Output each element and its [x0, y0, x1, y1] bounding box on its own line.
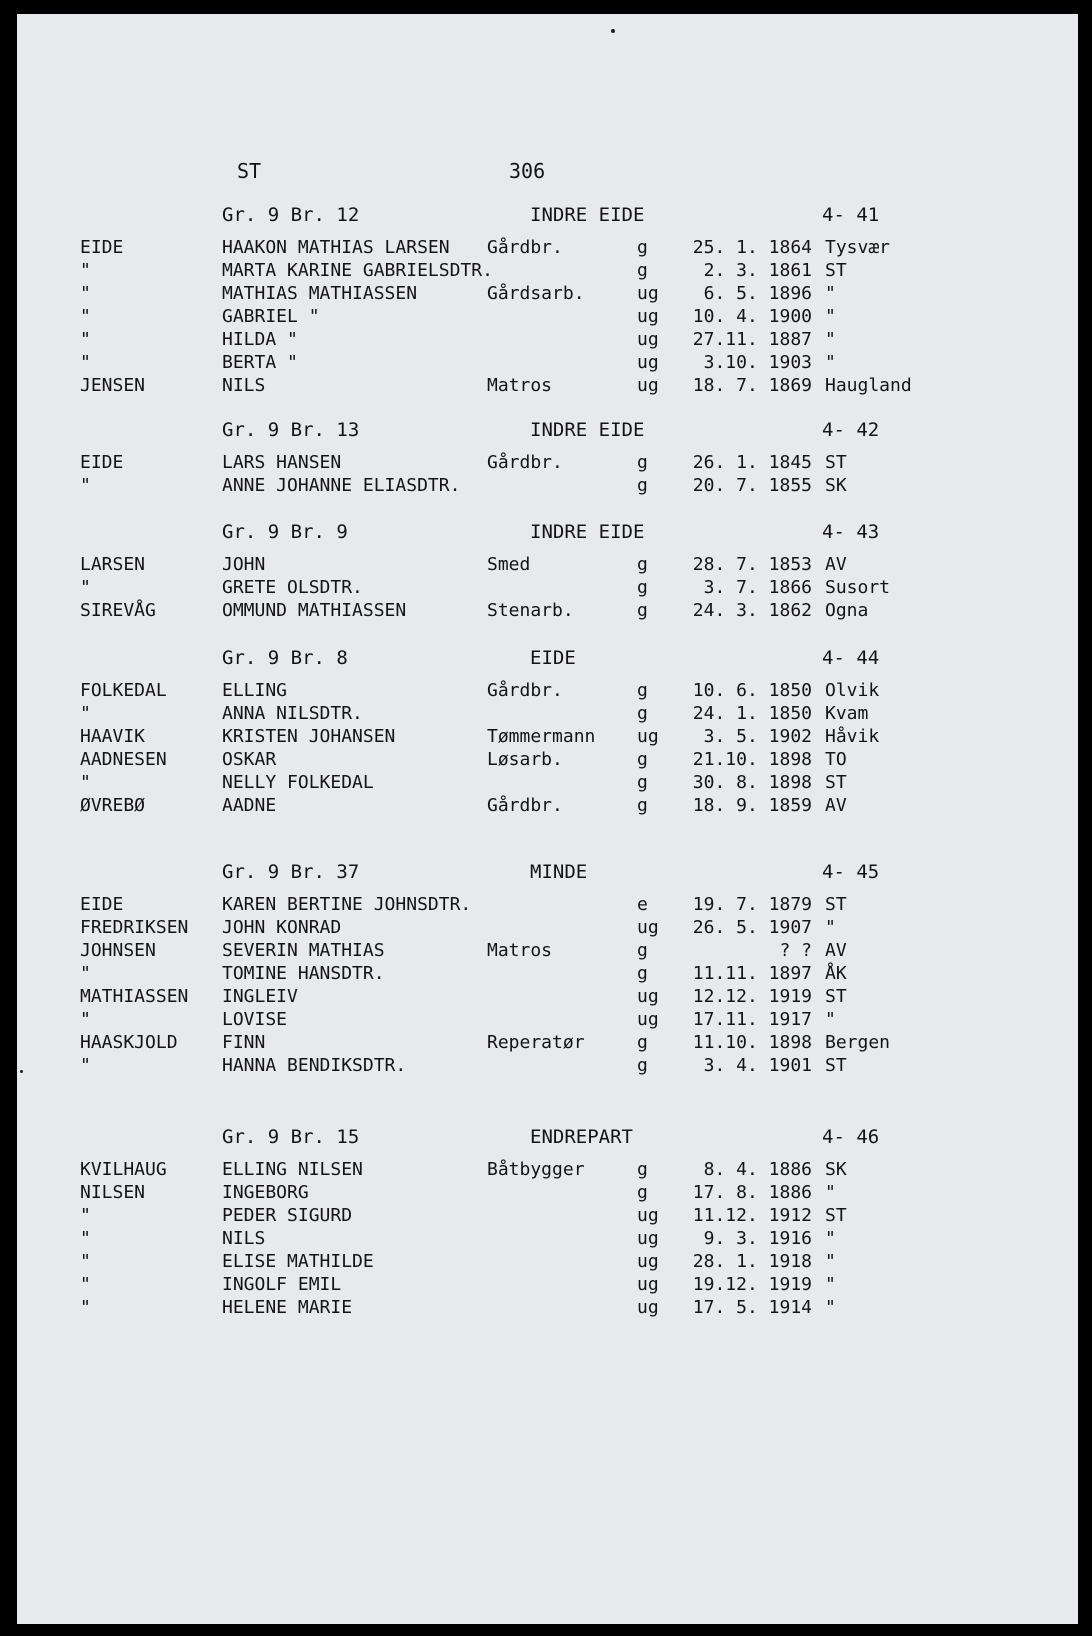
given-name-cell: ANNA NILSDTR.: [222, 703, 363, 724]
person-row: [17, 1250, 1078, 1273]
birthplace-cell: Ogna: [825, 600, 869, 621]
given-name-cell: LOVISE: [222, 1009, 288, 1030]
section-code: 4- 43: [822, 521, 880, 543]
section-code: 4- 42: [822, 419, 880, 441]
surname-cell: ": [80, 283, 91, 304]
birth-date-cell: 17. 8. 1886: [692, 1182, 812, 1203]
section-header: [17, 419, 1078, 443]
birth-date-cell: 18. 7. 1869: [692, 375, 812, 396]
given-name-cell: OSKAR: [222, 749, 277, 770]
given-name-cell: GRETE OLSDTR.: [222, 577, 363, 598]
birthplace-cell: TO: [825, 749, 847, 770]
surname-cell: ": [80, 577, 91, 598]
section-code: 4- 41: [822, 204, 880, 226]
given-name-cell: GABRIEL ": [222, 306, 320, 327]
marital-status-cell: ug: [637, 352, 659, 373]
ink-dot: [611, 29, 615, 33]
birthplace-cell: ST: [825, 772, 847, 793]
marital-status-cell: g: [637, 1182, 648, 1203]
occupation-cell: Gårdbr.: [487, 680, 563, 701]
given-name-cell: ELLING: [222, 680, 288, 701]
surname-cell: ": [80, 963, 91, 984]
marital-status-cell: ug: [637, 726, 659, 747]
section-header: [17, 521, 1078, 545]
birthplace-cell: Bergen: [825, 1032, 891, 1053]
marital-status-cell: ug: [637, 1274, 659, 1295]
birth-date-cell: ? ?: [779, 940, 812, 961]
marital-status-cell: g: [637, 600, 648, 621]
marital-status-cell: g: [637, 795, 648, 816]
occupation-cell: Gårdbr.: [487, 452, 563, 473]
surname-cell: AADNESEN: [80, 749, 167, 770]
birth-date-cell: 24. 1. 1850: [692, 703, 812, 724]
marital-status-cell: ug: [637, 329, 659, 350]
section-header: [17, 647, 1078, 671]
surname-cell: LARSEN: [80, 554, 146, 575]
birthplace-cell: ": [825, 1182, 836, 1203]
person-row: [17, 748, 1078, 771]
person-list: [17, 553, 1078, 622]
given-name-cell: INGOLF EMIL: [222, 1274, 342, 1295]
section-code: 4- 44: [822, 647, 880, 669]
birth-date-cell: 17. 5. 1914: [692, 1297, 812, 1318]
surname-cell: NILSEN: [80, 1182, 146, 1203]
surname-cell: EIDE: [80, 237, 124, 258]
surname-cell: ": [80, 772, 91, 793]
person-row: [17, 893, 1078, 916]
birth-date-cell: 30. 8. 1898: [692, 772, 812, 793]
birth-date-cell: 18. 9. 1859: [692, 795, 812, 816]
page-prefix: ST: [237, 159, 262, 183]
marital-status-cell: g: [637, 1159, 648, 1180]
person-list: [17, 1158, 1078, 1319]
marital-status-cell: ug: [637, 1228, 659, 1249]
given-name-cell: OMMUND MATHIASSEN: [222, 600, 407, 621]
birth-date-cell: 26. 1. 1845: [692, 452, 812, 473]
birth-date-cell: 3. 7. 1866: [703, 577, 812, 598]
given-name-cell: ANNE JOHANNE ELIASDTR.: [222, 475, 461, 496]
person-row: [17, 725, 1078, 748]
occupation-cell: Gårdbr.: [487, 795, 563, 816]
surname-cell: ": [80, 260, 91, 281]
given-name-cell: KAREN BERTINE JOHNSDTR.: [222, 894, 472, 915]
marital-status-cell: e: [637, 894, 648, 915]
given-name-cell: SEVERIN MATHIAS: [222, 940, 385, 961]
person-list: [17, 893, 1078, 1077]
person-row: [17, 236, 1078, 259]
marital-status-cell: g: [637, 940, 648, 961]
section-place: ENDREPART: [530, 1126, 633, 1148]
given-name-cell: JOHN: [222, 554, 266, 575]
occupation-cell: Gårdsarb.: [487, 283, 585, 304]
given-name-cell: TOMINE HANSDTR.: [222, 963, 385, 984]
marital-status-cell: g: [637, 237, 648, 258]
given-name-cell: AADNE: [222, 795, 277, 816]
marital-status-cell: g: [637, 577, 648, 598]
surname-cell: EIDE: [80, 452, 124, 473]
birth-date-cell: 9. 3. 1916: [703, 1228, 812, 1249]
birthplace-cell: ST: [825, 986, 847, 1007]
person-row: [17, 1204, 1078, 1227]
marital-status-cell: ug: [637, 306, 659, 327]
birthplace-cell: Kvam: [825, 703, 869, 724]
marital-status-cell: g: [637, 1055, 648, 1076]
section-ref: Gr. 9 Br. 8: [222, 647, 348, 669]
marital-status-cell: g: [637, 1032, 648, 1053]
given-name-cell: KRISTEN JOHANSEN: [222, 726, 396, 747]
birth-date-cell: 19. 7. 1879: [692, 894, 812, 915]
surname-cell: JENSEN: [80, 375, 146, 396]
birthplace-cell: ": [825, 329, 836, 350]
section-code: 4- 45: [822, 861, 880, 883]
birth-date-cell: 27.11. 1887: [692, 329, 812, 350]
marital-status-cell: g: [637, 554, 648, 575]
surname-cell: EIDE: [80, 894, 124, 915]
person-row: [17, 451, 1078, 474]
person-row: [17, 282, 1078, 305]
person-row: [17, 305, 1078, 328]
surname-cell: ": [80, 475, 91, 496]
person-row: [17, 1054, 1078, 1077]
section-ref: Gr. 9 Br. 13: [222, 419, 360, 441]
marital-status-cell: ug: [637, 1251, 659, 1272]
marital-status-cell: g: [637, 703, 648, 724]
surname-cell: ": [80, 1009, 91, 1030]
surname-cell: MATHIASSEN: [80, 986, 189, 1007]
birth-date-cell: 11.12. 1912: [692, 1205, 812, 1226]
birth-date-cell: 8. 4. 1886: [703, 1159, 812, 1180]
surname-cell: FOLKEDAL: [80, 680, 167, 701]
birthplace-cell: Tysvær: [825, 237, 891, 258]
birthplace-cell: AV: [825, 554, 847, 575]
birth-date-cell: 11.11. 1897: [692, 963, 812, 984]
surname-cell: ": [80, 306, 91, 327]
person-row: [17, 1008, 1078, 1031]
person-row: [17, 1296, 1078, 1319]
birthplace-cell: ST: [825, 260, 847, 281]
person-row: [17, 794, 1078, 817]
birth-date-cell: 26. 5. 1907: [692, 917, 812, 938]
occupation-cell: Gårdbr.: [487, 237, 563, 258]
birth-date-cell: 28. 1. 1918: [692, 1251, 812, 1272]
person-row: [17, 599, 1078, 622]
marital-status-cell: ug: [637, 917, 659, 938]
birth-date-cell: 3. 4. 1901: [703, 1055, 812, 1076]
section-ref: Gr. 9 Br. 15: [222, 1126, 360, 1148]
given-name-cell: LARS HANSEN: [222, 452, 342, 473]
person-list: [17, 679, 1078, 817]
birthplace-cell: ST: [825, 452, 847, 473]
section-place: INDRE EIDE: [530, 204, 645, 226]
person-list: [17, 236, 1078, 397]
marital-status-cell: g: [637, 260, 648, 281]
birthplace-cell: AV: [825, 795, 847, 816]
birth-date-cell: 28. 7. 1853: [692, 554, 812, 575]
given-name-cell: JOHN KONRAD: [222, 917, 342, 938]
occupation-cell: Tømmermann: [487, 726, 596, 747]
occupation-cell: Smed: [487, 554, 531, 575]
marital-status-cell: ug: [637, 1009, 659, 1030]
person-row: [17, 1181, 1078, 1204]
birth-date-cell: 12.12. 1919: [692, 986, 812, 1007]
marital-status-cell: ug: [637, 283, 659, 304]
section-code: 4- 46: [822, 1126, 880, 1148]
given-name-cell: ELISE MATHILDE: [222, 1251, 374, 1272]
person-row: [17, 939, 1078, 962]
given-name-cell: BERTA ": [222, 352, 298, 373]
marital-status-cell: g: [637, 772, 648, 793]
person-row: [17, 679, 1078, 702]
surname-cell: SIREVÅG: [80, 600, 156, 621]
person-row: [17, 1031, 1078, 1054]
given-name-cell: NILS: [222, 1228, 266, 1249]
surname-cell: KVILHAUG: [80, 1159, 167, 1180]
birthplace-cell: SK: [825, 1159, 847, 1180]
given-name-cell: MATHIAS MATHIASSEN: [222, 283, 418, 304]
person-row: [17, 1227, 1078, 1250]
birthplace-cell: ST: [825, 894, 847, 915]
birthplace-cell: ": [825, 283, 836, 304]
birthplace-cell: ": [825, 306, 836, 327]
person-row: [17, 985, 1078, 1008]
surname-cell: ": [80, 1297, 91, 1318]
section-place: INDRE EIDE: [530, 521, 645, 543]
occupation-cell: Reperatør: [487, 1032, 585, 1053]
person-row: [17, 916, 1078, 939]
birthplace-cell: SK: [825, 475, 847, 496]
marital-status-cell: ug: [637, 1205, 659, 1226]
birth-date-cell: 6. 5. 1896: [703, 283, 812, 304]
birth-date-cell: 21.10. 1898: [692, 749, 812, 770]
section-header: [17, 861, 1078, 885]
birth-date-cell: 10. 4. 1900: [692, 306, 812, 327]
section-header: [17, 204, 1078, 228]
section-ref: Gr. 9 Br. 12: [222, 204, 360, 226]
birthplace-cell: ": [825, 1251, 836, 1272]
given-name-cell: ELLING NILSEN: [222, 1159, 363, 1180]
surname-cell: ": [80, 1274, 91, 1295]
person-row: [17, 1273, 1078, 1296]
surname-cell: ØVREBØ: [80, 795, 146, 816]
marital-status-cell: g: [637, 452, 648, 473]
surname-cell: ": [80, 1205, 91, 1226]
birthplace-cell: Håvik: [825, 726, 880, 747]
surname-cell: JOHNSEN: [80, 940, 156, 961]
marital-status-cell: g: [637, 680, 648, 701]
person-row: [17, 259, 1078, 282]
marital-status-cell: ug: [637, 986, 659, 1007]
given-name-cell: HANNA BENDIKSDTR.: [222, 1055, 407, 1076]
birth-date-cell: 20. 7. 1855: [692, 475, 812, 496]
person-row: [17, 576, 1078, 599]
given-name-cell: NELLY FOLKEDAL: [222, 772, 374, 793]
birth-date-cell: 24. 3. 1862: [692, 600, 812, 621]
birth-date-cell: 3.10. 1903: [703, 352, 812, 373]
surname-cell: ": [80, 1251, 91, 1272]
person-row: [17, 962, 1078, 985]
birthplace-cell: ": [825, 1274, 836, 1295]
surname-cell: ": [80, 1228, 91, 1249]
surname-cell: ": [80, 1055, 91, 1076]
section-ref: Gr. 9 Br. 37: [222, 861, 360, 883]
given-name-cell: FINN: [222, 1032, 266, 1053]
given-name-cell: INGEBORG: [222, 1182, 309, 1203]
occupation-cell: Matros: [487, 940, 553, 961]
surname-cell: ": [80, 329, 91, 350]
occupation-cell: Løsarb.: [487, 749, 563, 770]
marital-status-cell: g: [637, 963, 648, 984]
person-list: [17, 451, 1078, 497]
section-ref: Gr. 9 Br. 9: [222, 521, 348, 543]
section-place: EIDE: [530, 647, 576, 669]
birthplace-cell: Susort: [825, 577, 891, 598]
birth-date-cell: 25. 1. 1864: [692, 237, 812, 258]
given-name-cell: HAAKON MATHIAS LARSEN: [222, 237, 450, 258]
occupation-cell: Matros: [487, 375, 553, 396]
surname-cell: ": [80, 352, 91, 373]
birth-date-cell: 2. 3. 1861: [703, 260, 812, 281]
surname-cell: HAASKJOLD: [80, 1032, 178, 1053]
person-row: [17, 702, 1078, 725]
occupation-cell: Båtbygger: [487, 1159, 585, 1180]
birth-date-cell: 10. 6. 1850: [692, 680, 812, 701]
surname-cell: HAAVIK: [80, 726, 146, 747]
surname-cell: ": [80, 703, 91, 724]
birthplace-cell: ": [825, 1228, 836, 1249]
section-place: MINDE: [530, 861, 588, 883]
marital-status-cell: ug: [637, 375, 659, 396]
person-row: [17, 1158, 1078, 1181]
person-row: [17, 351, 1078, 374]
birth-date-cell: 19.12. 1919: [692, 1274, 812, 1295]
birth-date-cell: 11.10. 1898: [692, 1032, 812, 1053]
marital-status-cell: ug: [637, 1297, 659, 1318]
birthplace-cell: AV: [825, 940, 847, 961]
birthplace-cell: ST: [825, 1205, 847, 1226]
document-page: [17, 14, 1078, 1624]
birthplace-cell: ": [825, 917, 836, 938]
person-row: [17, 553, 1078, 576]
marital-status-cell: g: [637, 749, 648, 770]
person-row: [17, 328, 1078, 351]
person-row: [17, 771, 1078, 794]
birthplace-cell: Haugland: [825, 375, 912, 396]
person-row: [17, 374, 1078, 397]
given-name-cell: PEDER SIGURD: [222, 1205, 353, 1226]
given-name-cell: MARTA KARINE GABRIELSDTR.: [222, 260, 493, 281]
person-row: [17, 474, 1078, 497]
birthplace-cell: ": [825, 1297, 836, 1318]
given-name-cell: NILS: [222, 375, 266, 396]
page-number: 306: [509, 159, 546, 183]
given-name-cell: HILDA ": [222, 329, 298, 350]
section-header: [17, 1126, 1078, 1150]
occupation-cell: Stenarb.: [487, 600, 574, 621]
surname-cell: FREDRIKSEN: [80, 917, 189, 938]
birth-date-cell: 3. 5. 1902: [703, 726, 812, 747]
birthplace-cell: Olvik: [825, 680, 880, 701]
birthplace-cell: ": [825, 352, 836, 373]
birthplace-cell: ST: [825, 1055, 847, 1076]
given-name-cell: HELENE MARIE: [222, 1297, 353, 1318]
marital-status-cell: g: [637, 475, 648, 496]
given-name-cell: INGLEIV: [222, 986, 298, 1007]
birthplace-cell: ÅK: [825, 963, 847, 984]
section-place: INDRE EIDE: [530, 419, 645, 441]
birthplace-cell: ": [825, 1009, 836, 1030]
birth-date-cell: 17.11. 1917: [692, 1009, 812, 1030]
